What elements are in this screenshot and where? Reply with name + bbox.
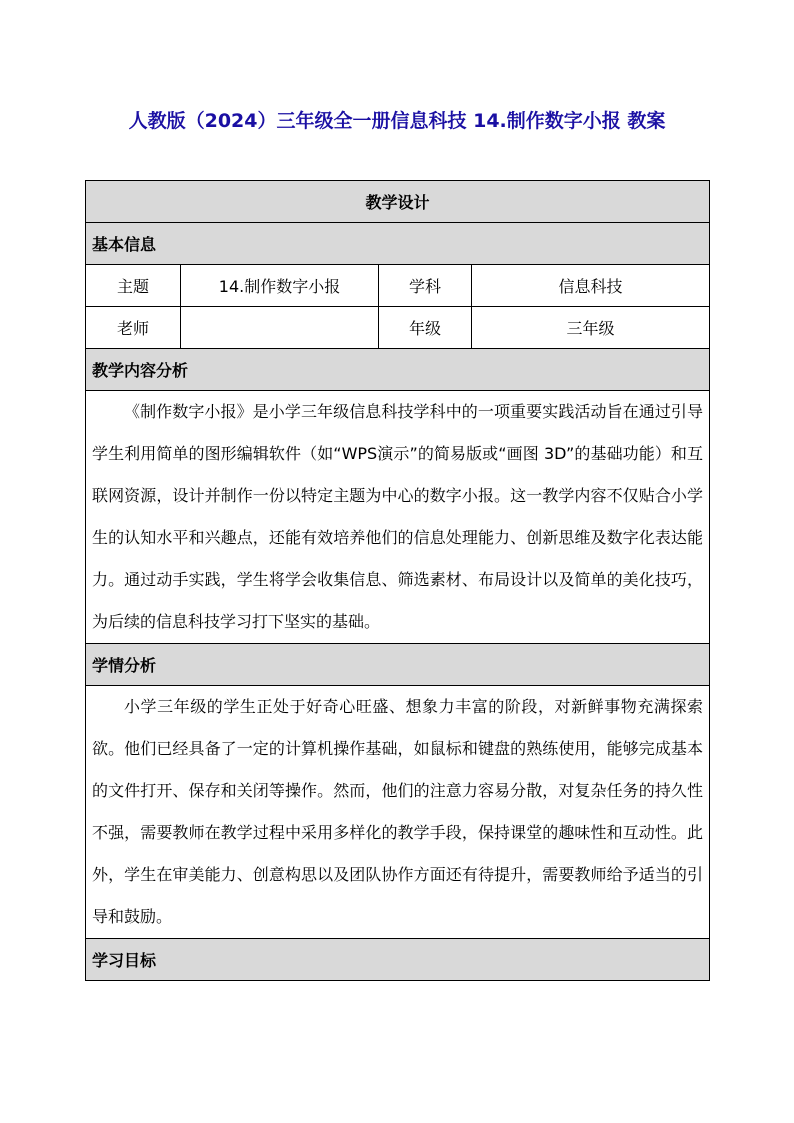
learner-analysis-text: 小学三年级的学生正处于好奇心旺盛、想象力丰富的阶段，对新鲜事物充满探索欲。他们已经具备了一定的计算机操作基础，如鼠标和键盘的熟练使用，能够完成基本的文件打开、保存和关闭等操作。然而，他们的注意力容易分散，对复杂任务的持久性不强，需要教师在教学过程中采用多样化的教学手段，保持课堂的趣味性和互动性。此外，学生在审美能力、创意构思以及团队协作方面还有待提升，需要教师给予适当的引导和鼓励。 (92, 697, 704, 926)
grade-label: 年级 (379, 307, 472, 349)
section-row-content-analysis (86, 349, 710, 391)
section-heading-learner-analysis: 学情分析 (86, 644, 710, 686)
section-row-objectives (86, 939, 710, 981)
teacher-label: 老师 (86, 307, 181, 349)
section-heading-objectives: 学习目标 (86, 939, 710, 981)
table-header: 教学设计 (86, 181, 710, 223)
topic-value: 14.制作数字小报 (181, 265, 379, 307)
info-row-teacher (86, 307, 710, 349)
table-header-row (86, 181, 710, 223)
section-heading-basic-info: 基本信息 (86, 223, 710, 265)
learner-analysis-row (86, 686, 710, 939)
content-analysis-row (86, 391, 710, 644)
topic-label: 主题 (86, 265, 181, 307)
teacher-value (181, 307, 379, 349)
section-row-learner-analysis (86, 644, 710, 686)
section-heading-content-analysis: 教学内容分析 (86, 349, 710, 391)
document-title: 人教版（2024）三年级全一册信息科技 14.制作数字小报 教案 (128, 110, 666, 132)
content-analysis-text: 《制作数字小报》是小学三年级信息科技学科中的一项重要实践活动旨在通过引导学生利用简单的图形编辑软件（如“WPS演示”的简易版或“画图 3D”的基础功能）和互联网资源，设计并制作一份以特定主题为中心的数字小报。这一教学内容不仅贴合小学生的认知水平和兴趣点，还能有效培养他们的信息处理能力、创新思维及数字化表达能力。通过动手实践，学生将学会收集信息、筛选素材、布局设计以及简单的美化技巧，为后续的信息科技学习打下坚实的基础。 (92, 402, 704, 631)
subject-value: 信息科技 (472, 265, 710, 307)
section-row-basic-info (86, 223, 710, 265)
grade-value: 三年级 (472, 307, 710, 349)
info-row-topic (86, 265, 710, 307)
lesson-plan-table (85, 180, 710, 981)
subject-label: 学科 (379, 265, 472, 307)
